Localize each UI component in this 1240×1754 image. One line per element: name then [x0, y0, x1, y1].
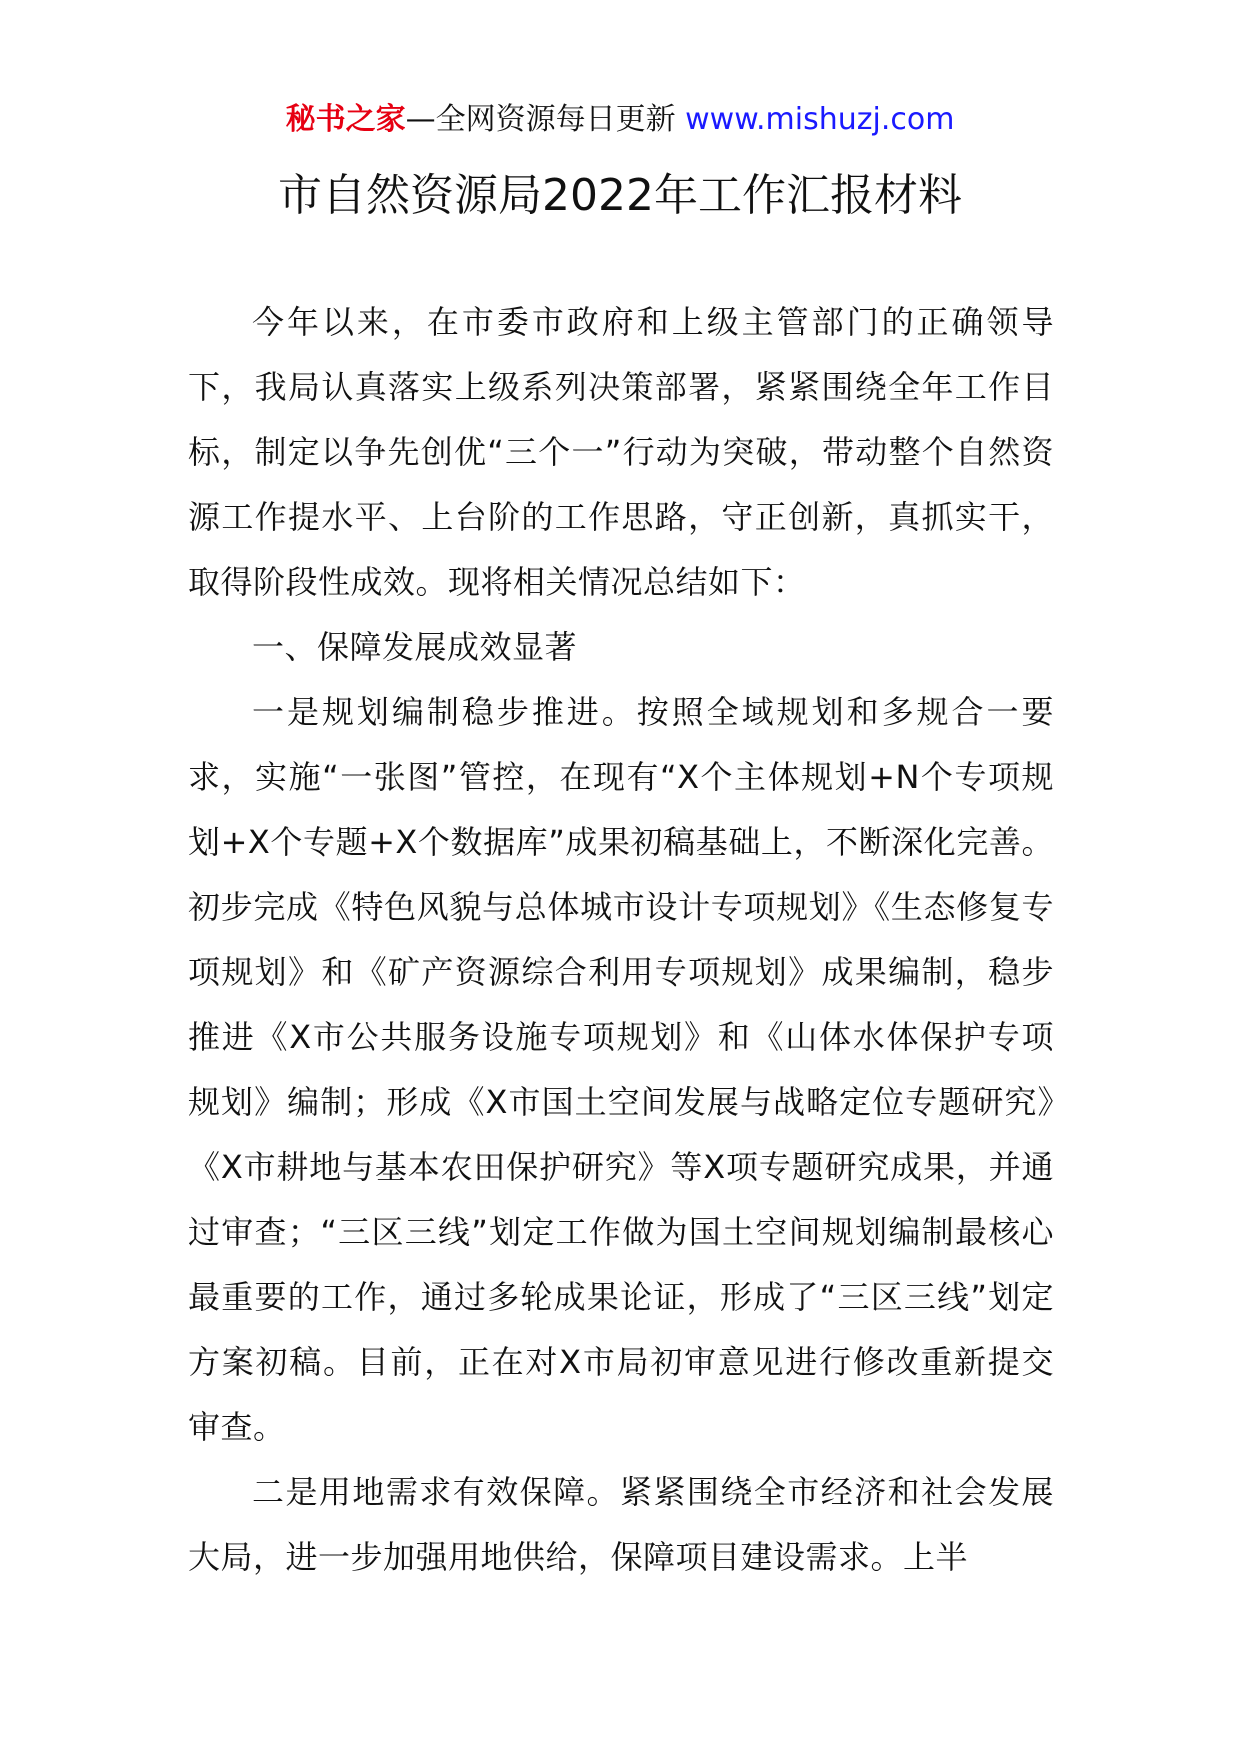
document-body: [188, 290, 1054, 1590]
site-url-link[interactable]: www.mishuzj.com: [685, 102, 955, 137]
site-banner: [0, 100, 1240, 140]
document-title: 市自然资源局2022年工作汇报材料: [278, 170, 962, 221]
site-tagline: —全网资源每日更新: [405, 102, 686, 137]
paragraph-intro: 今年以来，在市委市政府和上级主管部门的正确领导下，我局认真落实上级系列决策部署，紧紧围绕全年工作目标，制定以争先创优“三个一”行动为突破，带动整个自然资源工作提水平、上台阶的工作思路，守正创新，真抓实干，取得阶段性成效。现将相关情况总结如下：: [188, 303, 1054, 601]
paragraph-land-use: 二是用地需求有效保障。紧紧围绕全市经济和社会发展大局，进一步加强用地供给，保障项目建设需求。上半: [188, 1473, 1054, 1576]
paragraph-planning: 一是规划编制稳步推进。按照全域规划和多规合一要求，实施“一张图”管控，在现有“X个主体规划+N个专项规划+X个专题+X个数据库”成果初稿基础上，不断深化完善。初步完成《特色风貌与总体城市设计专项规划》《生态修复专项规划》和《矿产资源综合利用专项规划》成果编制，稳步推进《X市公共服务设施专项规划》和《山体水体保护专项规划》编制；形成《X市国土空间发展与战略定位专题研究》《X市耕地与基本农田保护研究》等X项专题研究成果，并通过审查；“三区三线”划定工作做为国土空间规划编制最核心最重要的工作，通过多轮成果论证，形成了“三区三线”划定方案初稿。目前，正在对X市局初审意见进行修改重新提交审查。: [188, 693, 1054, 1446]
site-brand: 秘书之家: [285, 102, 406, 137]
section-heading: 一、保障发展成效显著: [252, 628, 578, 666]
